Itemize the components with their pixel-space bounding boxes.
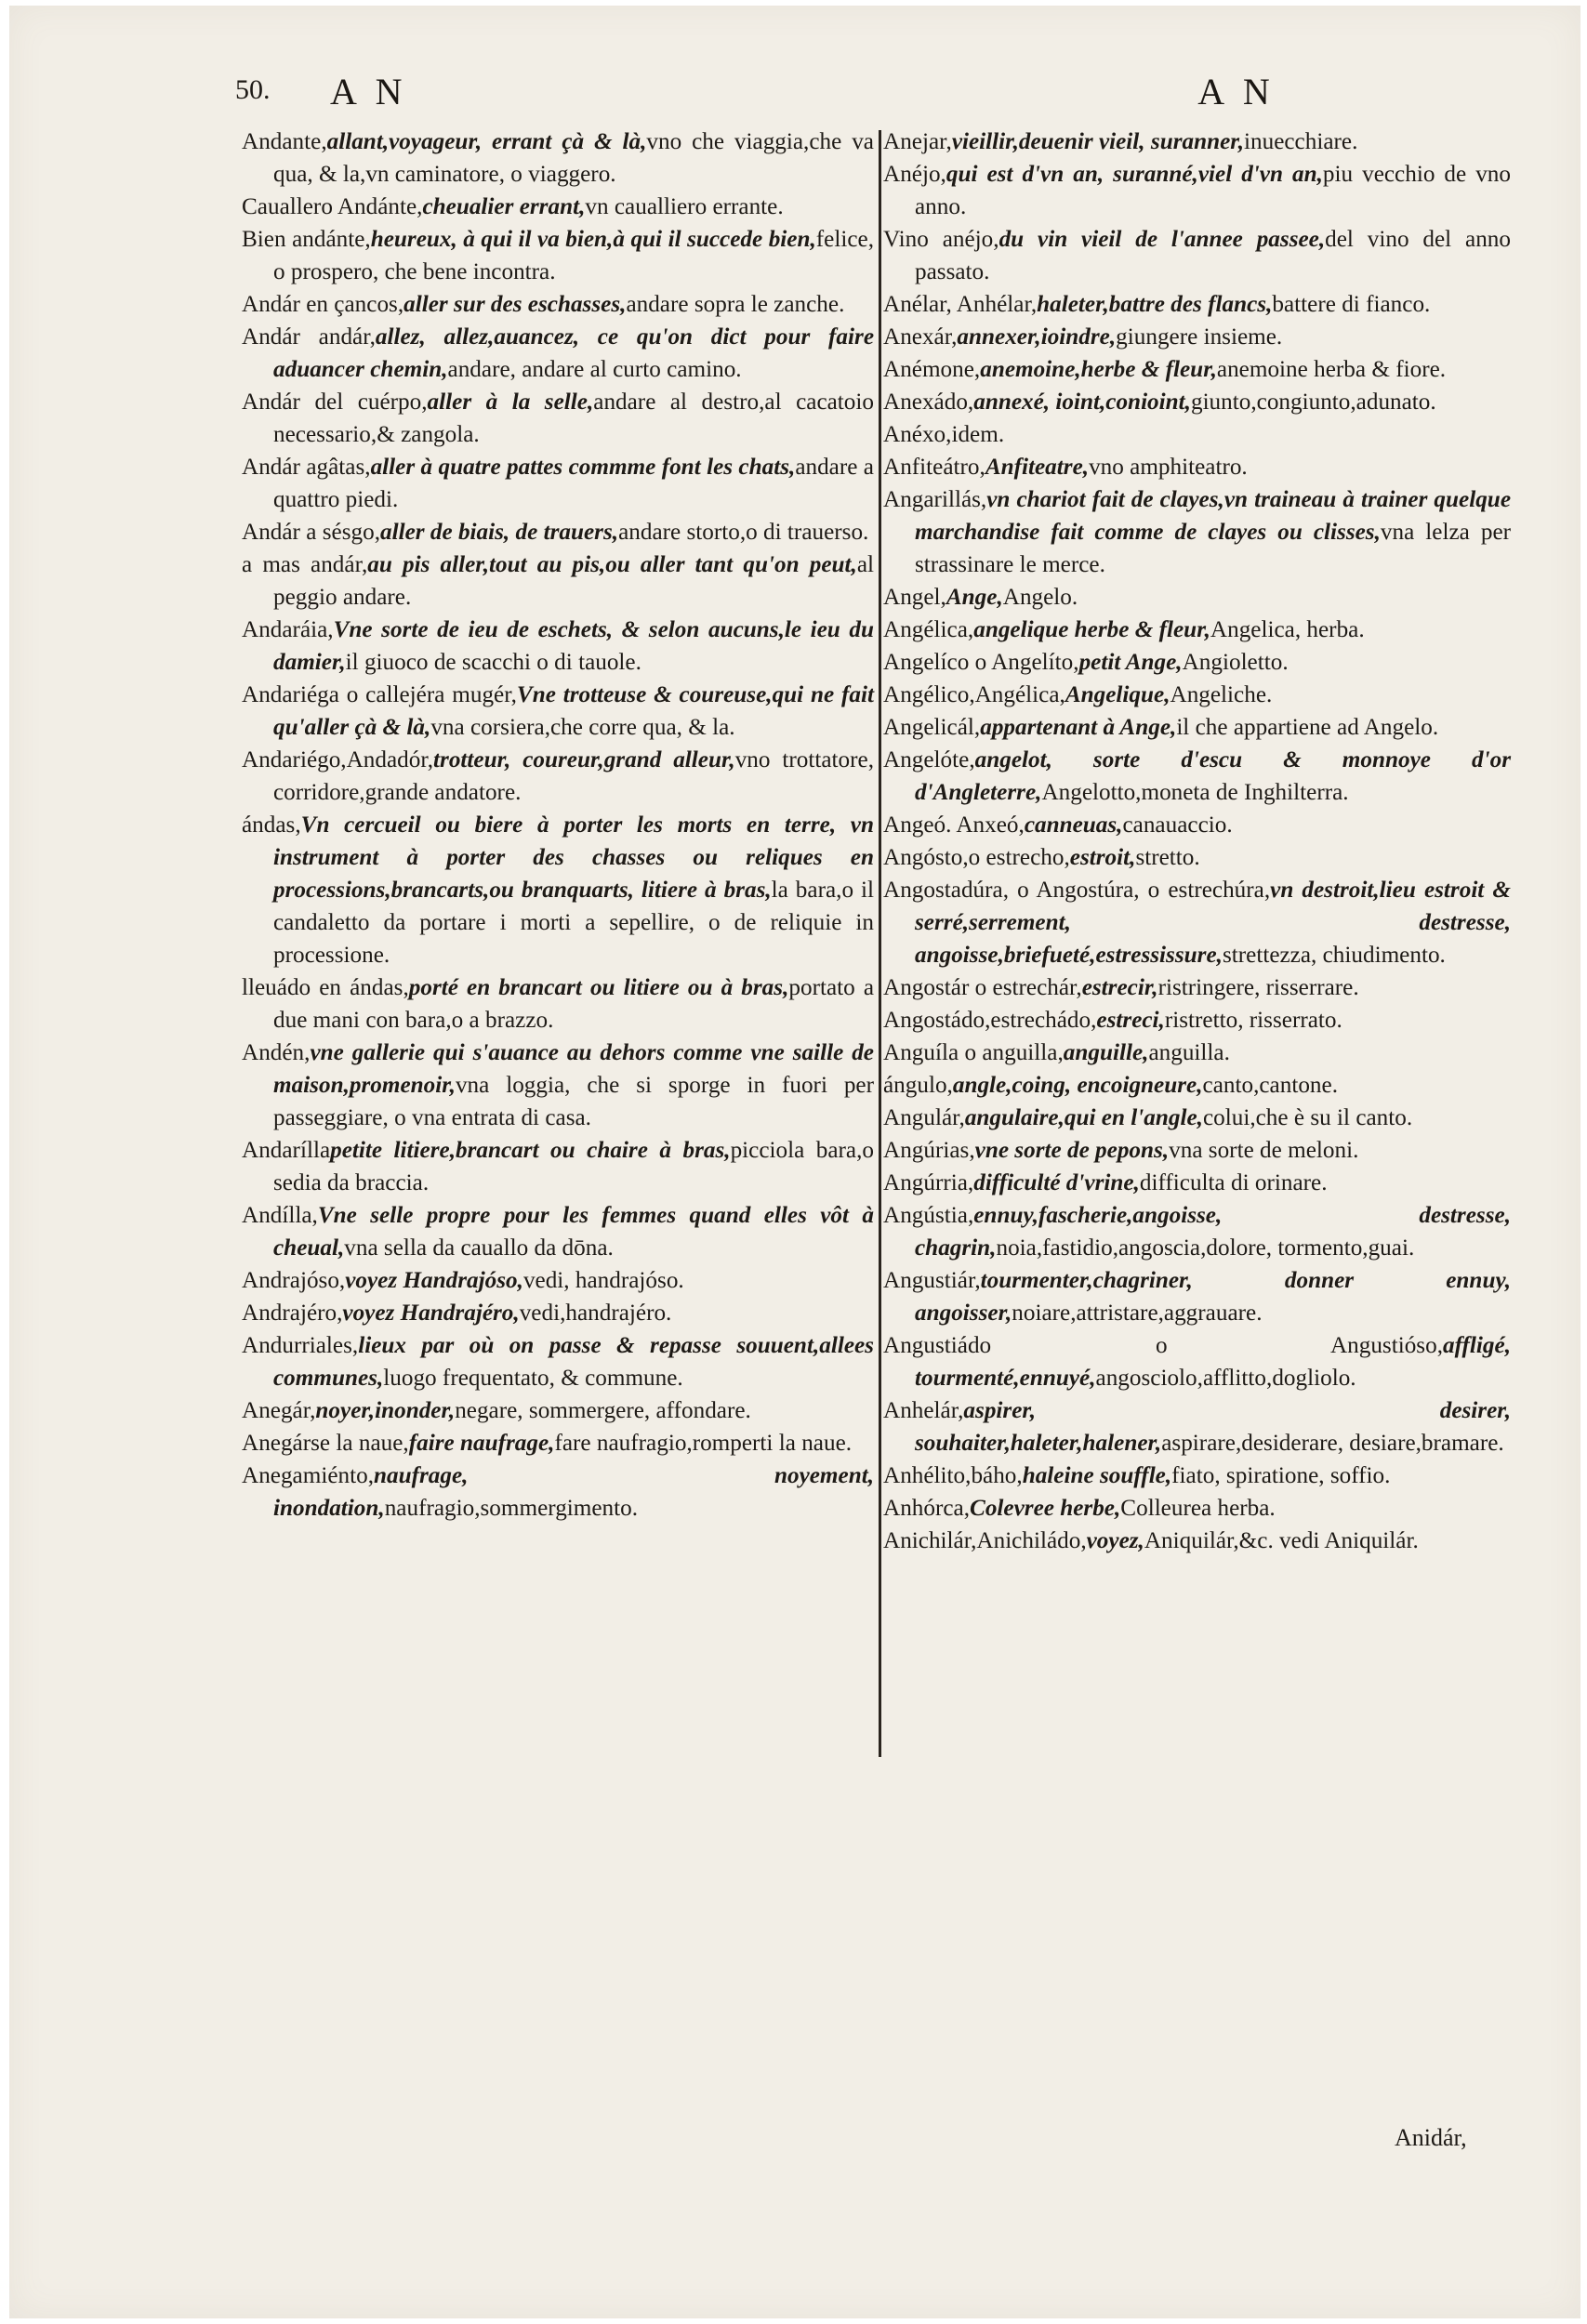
dictionary-entry: [883, 841, 1511, 874]
entry-french: angle,coing, encoigneure,: [952, 1073, 1203, 1098]
entry-italian: fare naufragio,romperti la naue.: [554, 1431, 853, 1456]
entry-italian: aspirare,desiderare, desiare,bramare.: [1161, 1431, 1504, 1456]
entry-french: heureux, à qui il va bien,à qui il succede bien,: [370, 227, 816, 252]
entry-headword: Andár andár,: [242, 324, 376, 350]
entry-italian: andare al destro,al cacatoio necessario,& zangola.: [273, 390, 874, 447]
column-divider: [879, 130, 881, 1757]
entry-french: allant,voyageur, errant çà & là,: [326, 129, 647, 154]
entry-french: tourmenter,chagriner, donner ennuy, angoisser,: [915, 1268, 1511, 1326]
dictionary-entry: [883, 223, 1511, 288]
entry-italian: portato a due mani con bara,o a brazzo.: [273, 975, 874, 1033]
entry-headword: Angustiár,: [883, 1268, 981, 1293]
dictionary-entry: [242, 1329, 874, 1394]
entry-headword: Andrajóso,: [242, 1268, 346, 1293]
entry-french: au pis aller,tout au pis,ou aller tant qu'on peut,: [367, 552, 857, 577]
dictionary-entry: [242, 1264, 874, 1297]
header-right-title: A N: [1197, 71, 1276, 112]
dictionary-entry: [883, 321, 1511, 353]
dictionary-entry: [242, 1427, 874, 1459]
entry-french: annexer,ioindre,: [957, 324, 1117, 350]
dictionary-entry: [883, 451, 1511, 483]
dictionary-entry: [242, 614, 874, 679]
entry-french: Colevree herbe,: [970, 1496, 1121, 1521]
entry-italian: Aniquilár,&c. vedi Aniquilár.: [1144, 1528, 1419, 1553]
entry-french: anemoine,herbe & fleur,: [980, 357, 1217, 382]
dictionary-entry: [883, 679, 1511, 711]
dictionary-entry: [883, 711, 1511, 744]
entry-headword: Andarílla: [242, 1138, 331, 1163]
entry-french: Angelique,: [1065, 682, 1170, 707]
entry-headword: Andaráia,: [242, 617, 334, 642]
left-column: [242, 125, 874, 1525]
entry-french: difficulté d'vrine,: [973, 1170, 1140, 1195]
entry-italian: vno amphiteatro.: [1089, 455, 1248, 480]
entry-italian: anguilla.: [1148, 1040, 1230, 1065]
entry-french: Anfiteatre,: [985, 455, 1090, 480]
entry-french: vn destroit,lieu estroit & serré,serrement, destresse, angoisse,briefueté,estressissure,: [915, 878, 1511, 968]
entry-french: vn chariot fait de clayes,vn traineau à trainer quelque marchandise fait comme de clayes ou clisses,: [915, 487, 1511, 545]
entry-headword: Anhélito,báho,: [883, 1463, 1023, 1488]
entry-headword: ándas,: [242, 812, 301, 838]
dictionary-entry: [883, 1394, 1511, 1459]
dictionary-entry: [242, 288, 874, 321]
entry-italian: ristringere, risserrare.: [1157, 975, 1359, 1000]
dictionary-entry: [883, 1167, 1511, 1199]
dictionary-entry: [883, 288, 1511, 321]
entry-headword: Angúrria,: [883, 1170, 974, 1195]
entry-italian: anemoine herba & fiore.: [1216, 357, 1447, 382]
entry-headword: Angarillás,: [883, 487, 987, 512]
entry-italian: andare, andare al curto camino.: [447, 357, 742, 382]
entry-italian: luogo frequentato, & commune.: [383, 1366, 683, 1391]
entry-headword: Andante,: [242, 129, 327, 154]
entry-headword: Andár agâtas,: [242, 455, 371, 480]
entry-headword: Anichilár,Anichiládo,: [883, 1528, 1087, 1553]
entry-headword: Angostadúra, o Angostúra, o estrechúra,: [883, 878, 1271, 903]
entry-french: angelique herbe & fleur,: [973, 617, 1210, 642]
entry-french: aller sur des eschasses,: [403, 292, 627, 317]
entry-italian: piu vecchio de vno anno.: [915, 162, 1511, 219]
dictionary-entry: [883, 581, 1511, 614]
entry-italian: giunto,congiunto,adunato.: [1190, 390, 1436, 415]
entry-french: noyer,inonder,: [315, 1398, 456, 1423]
dictionary-entry: [883, 353, 1511, 386]
entry-headword: Angúrias,: [883, 1138, 975, 1163]
entry-headword: Vino anéjo,: [883, 227, 999, 252]
entry-italian: stretto.: [1135, 845, 1200, 870]
entry-french: vne sorte de pepons,: [974, 1138, 1170, 1163]
entry-italian: picciola bara,o sedia da braccia.: [273, 1138, 874, 1195]
dictionary-entry: [883, 386, 1511, 418]
entry-headword: Anegárse la naue,: [242, 1431, 409, 1456]
right-column: [883, 125, 1511, 1557]
entry-headword: Angustiádo o Angustióso,: [883, 1333, 1444, 1358]
entry-italian: difficulta di orinare.: [1139, 1170, 1328, 1195]
entry-italian: ristretto, risserrato.: [1164, 1008, 1342, 1033]
entry-italian: il che appartiene ad Angelo.: [1176, 715, 1439, 740]
header-left-title: [256, 70, 851, 113]
entry-italian: canauaccio.: [1122, 812, 1233, 838]
entry-french: voyez Handrajóso,: [345, 1268, 523, 1293]
dictionary-entry: [883, 1459, 1511, 1492]
entry-french: Vne selle propre pour les femmes quand elles vôt à cheual,: [273, 1203, 874, 1261]
entry-italian: vn caualliero errante.: [585, 194, 784, 219]
entry-french: angelot, sorte d'escu & monnoye d'or d'Angleterre,: [915, 747, 1511, 805]
dictionary-entry: [883, 418, 1511, 451]
entry-headword: ángulo,: [883, 1073, 953, 1098]
entry-headword: Cauallero Andánte,: [242, 194, 423, 219]
dictionary-entry: [883, 1037, 1511, 1069]
dictionary-entry: [883, 1492, 1511, 1525]
dictionary-entry: [883, 1134, 1511, 1167]
entry-italian: vna lelza per strassinare le merce.: [915, 520, 1512, 577]
entry-headword: Andár en çancos,: [242, 292, 404, 317]
entry-french: aller à quatre pattes commme font les chats,: [370, 455, 796, 480]
dictionary-entry: [883, 1329, 1511, 1394]
entry-headword: Anejar,: [883, 129, 952, 154]
entry-french: petite litiere,brancart ou chaire à bras,: [330, 1138, 731, 1163]
dictionary-entry: [883, 1199, 1511, 1264]
entry-headword: Anémone,: [883, 357, 981, 382]
dictionary-entry: [883, 158, 1511, 223]
dictionary-entry: [883, 1525, 1511, 1557]
entry-italian: colui,che è su il canto.: [1202, 1105, 1413, 1130]
entry-italian: Angelo.: [1002, 585, 1078, 610]
entry-headword: Angostádo,estrechádo,: [883, 1008, 1097, 1033]
entry-italian: fiato, spiratione, soffio.: [1171, 1463, 1391, 1488]
entry-italian: andare storto,o di trauerso.: [618, 520, 869, 545]
entry-french: appartenant à Ange,: [980, 715, 1177, 740]
entry-italian: inuecchiare.: [1244, 129, 1358, 154]
dictionary-entry: [242, 191, 874, 223]
entry-french: lieux par où on passe & repasse souuent,allees communes,: [273, 1333, 874, 1391]
entry-italian: al peggio andare.: [273, 552, 874, 610]
entry-headword: Angostár o estrechár,: [883, 975, 1082, 1000]
entry-italian: Colleurea herba.: [1120, 1496, 1276, 1521]
dictionary-entry: [242, 1297, 874, 1329]
dictionary-entry: [242, 321, 874, 386]
dictionary-entry: [242, 1199, 874, 1264]
entry-headword: Andílla,: [242, 1203, 318, 1228]
entry-headword: Angelicál,: [883, 715, 981, 740]
entry-italian: felice, o prospero, che bene incontra.: [273, 227, 874, 284]
entry-headword: Anéjo,: [883, 162, 946, 187]
entry-french: petit Ange,: [1078, 650, 1183, 675]
entry-headword: Andariéga o callejéra mugér,: [242, 682, 517, 707]
header-left-text: A N: [330, 71, 408, 112]
entry-headword: Anexádo,: [883, 390, 974, 415]
dictionary-entry: [883, 874, 1511, 971]
entry-headword: Anegár,: [242, 1398, 316, 1423]
entry-italian: negare, sommergere, affondare.: [455, 1398, 751, 1423]
entry-italian: vedi, handrajóso.: [522, 1268, 684, 1293]
entry-french: Vne sorte de ieu de eschets, & selon aucuns,le ieu du damier,: [273, 617, 874, 675]
entry-italian: Angeliche.: [1170, 682, 1273, 707]
entry-italian: canto,cantone.: [1202, 1073, 1338, 1098]
entry-italian: la bara,o il candaletto da portare i morti a sepellire, o de reliquie in processione.: [273, 878, 874, 968]
entry-italian: Angioletto.: [1182, 650, 1289, 675]
entry-headword: Anegamiénto,: [242, 1463, 374, 1488]
entry-french: Vne trotteuse & coureuse,qui ne fait qu'aller çà & là,: [273, 682, 875, 740]
entry-italian: vno che viaggia,che va qua, & la,vn caminatore, o viaggero.: [273, 129, 874, 187]
dictionary-entry: [242, 451, 874, 516]
dictionary-entry: [242, 1037, 874, 1134]
entry-french: aller à la selle,: [427, 390, 594, 415]
entry-french: du vin vieil de l'annee passee,: [998, 227, 1326, 252]
entry-french: vne gallerie qui s'auance au dehors comme vne saille de maison,promenoir,: [273, 1040, 874, 1098]
catchword: Anidár,: [1395, 2124, 1467, 2151]
entry-french: naufrage, noyement, inondation,: [273, 1463, 874, 1521]
entry-french: Ange,: [946, 585, 1003, 610]
dictionary-entry: [883, 809, 1511, 841]
dictionary-entry: [883, 646, 1511, 679]
dictionary-entry: [242, 1459, 874, 1525]
entry-french: haleine souffle,: [1022, 1463, 1172, 1488]
dictionary-entry: [883, 125, 1511, 158]
entry-french: voyez Handrajéro,: [342, 1301, 520, 1326]
dictionary-entry: [883, 1004, 1511, 1037]
dictionary-entry: [883, 483, 1511, 581]
entry-headword: Angeó. Anxeó,: [883, 812, 1025, 838]
entry-french: anguille,: [1063, 1040, 1149, 1065]
entry-italian: angosciolo,afflitto,dogliolo.: [1095, 1366, 1356, 1391]
entry-french: cheualier errant,: [422, 194, 586, 219]
entry-headword: lleuádo en ándas,: [242, 975, 409, 1000]
entry-italian: del vino del anno passato.: [915, 227, 1511, 284]
dictionary-entry: [883, 744, 1511, 809]
entry-italian: strettezza, chiudimento.: [1222, 943, 1446, 968]
entry-italian: vna corsiera,che corre qua, & la.: [430, 715, 735, 740]
entry-headword: Angulár,: [883, 1105, 965, 1130]
entry-headword: Anhelár,: [883, 1398, 964, 1423]
entry-italian: noia,fastidio,angoscia,dolore, tormento,guai.: [996, 1235, 1415, 1261]
entry-french: estreci,: [1096, 1008, 1165, 1033]
entry-headword: Angústia,: [883, 1203, 974, 1228]
entry-french: aspirer, desirer, souhaiter,haleter,halener,: [915, 1398, 1511, 1456]
entry-french: vieillir,deuenir vieil, suranner,: [951, 129, 1245, 154]
entry-french: affligé, tourmenté,ennuyé,: [915, 1333, 1511, 1391]
dictionary-entry: [883, 971, 1511, 1004]
entry-headword: Anfiteátro,: [883, 455, 985, 480]
dictionary-entry: [242, 1134, 874, 1199]
entry-italian: vna sorte de meloni.: [1169, 1138, 1359, 1163]
dictionary-entry: [883, 1069, 1511, 1102]
entry-french: haleter,battre des flancs,: [1037, 292, 1273, 317]
entry-headword: Angósto,o estrecho,: [883, 845, 1070, 870]
dictionary-entry: [242, 548, 874, 614]
entry-headword: a mas andár,: [242, 552, 368, 577]
entry-french: Vn cercueil ou biere à porter les morts en terre, vn instrument à porter des chasses ou reliques en processions,brancarts,ou branquarts, litiere à bras,: [273, 812, 874, 903]
entry-french: ennuy,fascherie,angoisse, destresse, chagrin,: [915, 1203, 1511, 1261]
entry-headword: Angélica,: [883, 617, 974, 642]
entry-headword: Angel,: [883, 585, 946, 610]
entry-headword: Andár del cuérpo,: [242, 390, 428, 415]
entry-italian: vna sella da cauallo da dōna.: [344, 1235, 614, 1261]
entry-italian: naufragio,sommergimento.: [384, 1496, 639, 1521]
dictionary-entry: [883, 1102, 1511, 1134]
entry-italian: vna loggia, che si sporge in fuori per passeggiare, o vna entrata di casa.: [273, 1073, 874, 1130]
entry-french: porté en brancart ou litiere ou à bras,: [408, 975, 789, 1000]
entry-french: allez, allez,auancez, ce qu'on dict pour faire aduancer chemin,: [273, 324, 874, 382]
entry-italian: andare a quattro piedi.: [273, 455, 874, 512]
entry-headword: Angelóte,: [883, 747, 975, 772]
entry-headword: Anguíla o anguilla,: [883, 1040, 1064, 1065]
dictionary-entry: [242, 223, 874, 288]
entry-italian: giungere insieme.: [1116, 324, 1283, 350]
dictionary-entry: [242, 1394, 874, 1427]
entry-headword: Anélar, Anhélar,: [883, 292, 1038, 317]
entry-headword: Andrajéro,: [242, 1301, 343, 1326]
entry-french: canneuas,: [1024, 812, 1123, 838]
entry-headword: Bien andánte,: [242, 227, 371, 252]
entry-french: aller de biais, de trauers,: [380, 520, 619, 545]
entry-italian: il giuoco de scacchi o di tauole.: [345, 650, 641, 675]
page-number: 50.: [235, 74, 271, 105]
entry-italian: noiare,attristare,aggrauare.: [1012, 1301, 1263, 1326]
entry-italian: idem.: [951, 422, 1005, 447]
entry-italian: Angelica, herba.: [1210, 617, 1365, 642]
dictionary-entry: [242, 386, 874, 451]
entry-headword: Andariégo,Andadór,: [242, 747, 434, 772]
dictionary-entry: [242, 744, 874, 809]
entry-italian: Angelotto,moneta de Inghilterra.: [1041, 780, 1349, 805]
entry-headword: Anhórca,: [883, 1496, 971, 1521]
dictionary-entry: [883, 1264, 1511, 1329]
entry-french: angulaire,qui en l'angle,: [964, 1105, 1203, 1130]
dictionary-entry: [242, 679, 874, 744]
entry-headword: Andár a sésgo,: [242, 520, 380, 545]
entry-italian: battere di fianco.: [1272, 292, 1431, 317]
dictionary-entry: [242, 971, 874, 1037]
entry-headword: Andurriales,: [242, 1333, 359, 1358]
entry-french: estrecir,: [1081, 975, 1158, 1000]
dictionary-entry: [242, 516, 874, 548]
entry-headword: Anéxo,: [883, 422, 952, 447]
entry-french: qui est d'vn an, suranné,viel d'vn an,: [946, 162, 1323, 187]
entry-headword: Angélico,Angélica,: [883, 682, 1065, 707]
dictionary-entry: [883, 614, 1511, 646]
entry-french: faire naufrage,: [408, 1431, 555, 1456]
entry-italian: vedi,handrajéro.: [519, 1301, 672, 1326]
entry-italian: andare sopra le zanche.: [626, 292, 845, 317]
entry-headword: Andén,: [242, 1040, 311, 1065]
dictionary-entry: [242, 809, 874, 971]
entry-french: annexé, ioint,conioint,: [973, 390, 1191, 415]
entry-italian: vno trottatore, corridore,grande andatore.: [273, 747, 874, 805]
entry-headword: Anexár,: [883, 324, 958, 350]
dictionary-entry: [242, 125, 874, 191]
entry-french: voyez,: [1086, 1528, 1144, 1553]
entry-french: trotteur, coureur,grand alleur,: [433, 747, 735, 772]
entry-french: estroit,: [1069, 845, 1136, 870]
entry-headword: Angelíco o Angelíto,: [883, 650, 1079, 675]
